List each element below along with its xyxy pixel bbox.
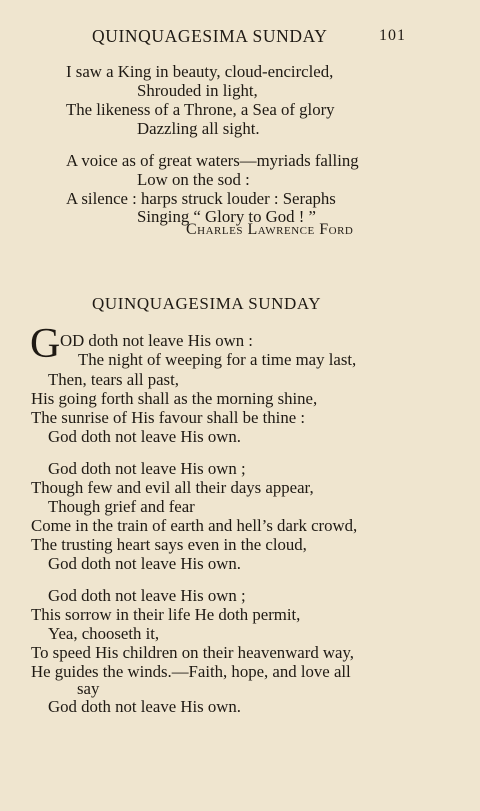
poem2-line-16: To speed His children on their heavenward way,	[31, 643, 354, 662]
poem2-line-6: God doth not leave His own.	[48, 427, 241, 446]
poem2-line-8: Though few and evil all their days appear,	[31, 478, 314, 497]
poem2-line-10: Come in the train of earth and hell’s dark crowd,	[31, 516, 358, 535]
poem2-line-9: Though grief and fear	[48, 497, 195, 516]
drop-cap: G	[30, 321, 61, 367]
poem2-line-12: God doth not leave His own.	[48, 554, 241, 573]
poem2-line-4: His going forth shall as the morning shine,	[31, 389, 318, 408]
poem2-line-19: God doth not leave His own.	[48, 697, 241, 716]
poem1-line-5: A voice as of great waters—myriads falling	[66, 151, 359, 170]
poem2-line-7: God doth not leave His own ;	[48, 459, 246, 478]
poem1-line-1: I saw a King in beauty, cloud-encircled,	[66, 62, 334, 81]
poem2-line-17: He guides the winds.—Faith, hope, and love all	[31, 662, 351, 681]
poem2-line-15: Yea, chooseth it,	[48, 624, 160, 643]
poem2-line-11: The trusting heart says even in the cloud,	[31, 535, 307, 554]
poem1-line-2: Shrouded in light,	[137, 81, 258, 100]
poem2-line-5: The sunrise of His favour shall be thine :	[31, 408, 306, 427]
poem-title: QUINQUAGESIMA SUNDAY	[92, 294, 322, 313]
poem1-line-6: Low on the sod :	[137, 170, 250, 189]
poem2-line-18: say	[77, 679, 100, 698]
poem1-line-4: Dazzling all sight.	[137, 119, 260, 138]
poem-attribution: Charles Lawrence Ford	[186, 221, 354, 238]
poem2-line-13: God doth not leave His own ;	[48, 586, 246, 605]
poem2-line-3: Then, tears all past,	[48, 370, 179, 389]
page-number: 101	[379, 27, 406, 44]
poem2-line-14: This sorrow in their life He doth permit,	[31, 605, 301, 624]
poem2-line-2: The night of weeping for a time may last,	[78, 350, 357, 369]
poem1-line-8: Singing “ Glory to God ! ”	[137, 207, 316, 226]
poem2-line-1: OD doth not leave His own :	[60, 331, 253, 350]
poem1-line-7: A silence : harps struck louder : Seraphs	[66, 189, 336, 208]
poem1-line-3: The likeness of a Throne, a Sea of glory	[66, 100, 335, 119]
running-head: QUINQUAGESIMA SUNDAY	[92, 26, 328, 46]
